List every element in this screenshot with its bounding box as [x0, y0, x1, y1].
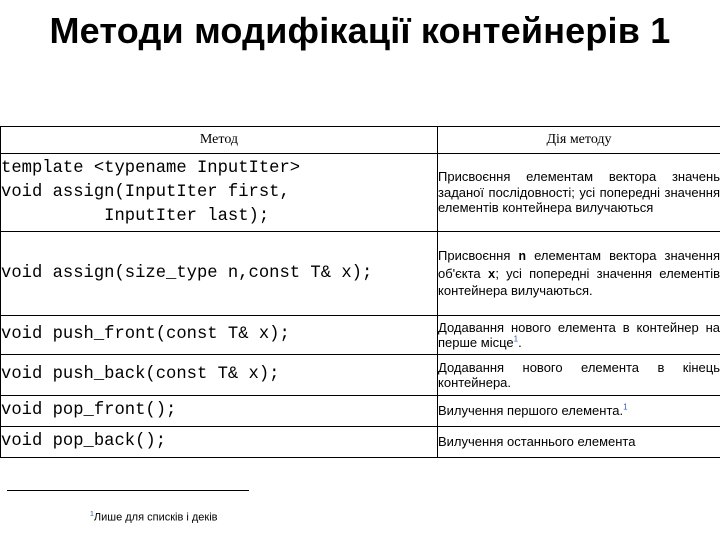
- description-text: Додавання нового елемента в кінець контейнера.: [438, 359, 720, 390]
- code-line: template <typename InputIter>: [1, 158, 301, 178]
- column-header-action: Дія методу: [438, 127, 720, 154]
- table-row: [1, 316, 720, 355]
- table-row: [1, 355, 720, 396]
- method-signature-cell: [1, 232, 438, 316]
- footnote: [90, 511, 218, 524]
- code-identifier: x: [487, 267, 496, 282]
- code-line: void assign(InputIter first,: [1, 182, 290, 202]
- footnote-reference[interactable]: 1: [623, 402, 628, 412]
- method-description-cell: [438, 232, 720, 316]
- method-description-cell: [438, 396, 720, 427]
- method-description-cell: [438, 316, 720, 355]
- code-line: void push_back(const T& x);: [1, 365, 280, 384]
- description-text: елементам вектора значення об'єкта: [438, 248, 720, 281]
- description-text: Присвоєння: [438, 248, 519, 264]
- description-text: Вилучення останнього елемента: [438, 434, 636, 450]
- method-description-cell: [438, 427, 720, 458]
- footnote-reference[interactable]: 1: [513, 334, 519, 344]
- method-signature-cell: [1, 355, 438, 396]
- footnote-mark: 1: [90, 511, 94, 518]
- table-row: [1, 427, 720, 458]
- method-signature-cell: [1, 427, 438, 458]
- code-line: void pop_front();: [1, 401, 177, 420]
- method-description-cell: [438, 154, 720, 232]
- column-header-method: Метод: [1, 127, 438, 154]
- description-text: .: [518, 335, 522, 350]
- method-description-cell: [438, 355, 720, 396]
- table-row: [1, 396, 720, 427]
- footnote-divider: [7, 490, 249, 491]
- table-header-row: [1, 127, 720, 154]
- description-text: Додавання нового елемента в контейнер на перше місце: [438, 319, 720, 350]
- description-text: Вилучення першого елемента.: [438, 403, 624, 419]
- code-line: void assign(size_type n,const T& x);: [1, 263, 373, 283]
- slide-title: Методи модифікації контейнерів 1: [49, 10, 671, 51]
- table-row: [1, 154, 720, 232]
- code-line: InputIter last);: [1, 206, 270, 226]
- table-row: [1, 232, 720, 316]
- code-identifier: n: [518, 250, 526, 265]
- method-signature-cell: [1, 154, 438, 232]
- methods-table: [0, 126, 720, 458]
- description-text: Присвоєння елементам вектора значень заданої послідовності; усі попередні значення елементів контейнера вилучаються: [438, 169, 720, 216]
- code-line: void push_front(const T& x);: [1, 325, 290, 344]
- footnote-text: Лише для списків і деків: [93, 511, 218, 524]
- description-text: ; усі попередні значення елементів контейнера вилучаються.: [438, 265, 720, 299]
- method-signature-cell: [1, 396, 438, 427]
- code-line: void pop_back();: [1, 432, 167, 451]
- method-signature-cell: [1, 316, 438, 355]
